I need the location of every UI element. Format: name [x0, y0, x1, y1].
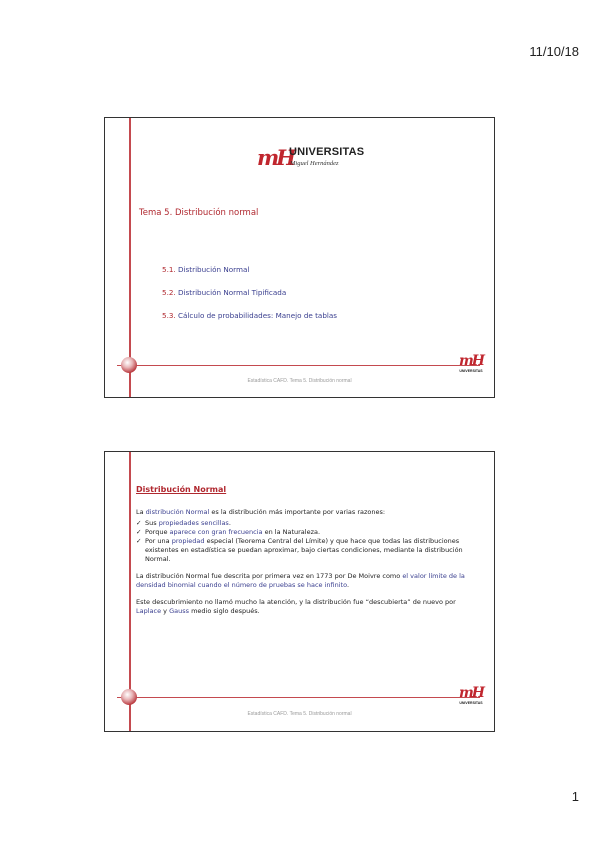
- page-date: 11/10/18: [529, 44, 579, 59]
- umh-mini-logo: mH UNIVERSITAS: [458, 685, 484, 705]
- paragraph: La distribución Normal es la distribución más importante por varias razones:: [136, 508, 386, 516]
- slide-border-vertical: [129, 118, 131, 397]
- list-item: ✓ Por una propiedad especial (Teorema Central del Límite) y que hace que todas las distribuciones existentes en estadística se puedan aproximar, bajo ciertas condiciones, mediante la distribución Normal.: [136, 537, 463, 563]
- slide-corner-ornament: [121, 689, 137, 705]
- page-number: 1: [571, 789, 579, 804]
- reason-list: [136, 519, 466, 564]
- paragraph: Este descubrimiento no llamó mucho la atención, y la distribución fue “descubierta” de nuevo por Laplace y Gauss medio siglo después.: [136, 598, 456, 615]
- topic-item: 5.2. Distribución Normal Tipificada: [162, 288, 287, 297]
- slide-2: [104, 451, 495, 732]
- slide-border-horizontal: [117, 365, 480, 366]
- check-icon: ✓: [136, 528, 142, 536]
- check-icon: ✓: [136, 537, 142, 545]
- logo-name: UNIVERSITAS: [289, 146, 365, 158]
- check-icon: ✓: [136, 519, 142, 527]
- umh-mini-logo: mH UNIVERSITAS: [458, 353, 484, 373]
- topic-item: 5.1. Distribución Normal: [162, 265, 250, 274]
- list-item: ✓ Sus propiedades sencillas.: [136, 519, 231, 527]
- topic-item: 5.3. Cálculo de probabilidades: Manejo de tablas: [162, 311, 338, 320]
- slide-title: Distribución Normal: [136, 485, 227, 494]
- paragraph: La distribución Normal fue descrita por primera vez en 1773 por De Moivre como el valor límite de la densidad binomial cuando el número de pruebas se hace infinito.: [136, 572, 465, 589]
- slide-footer: Estadística CAFD. Tema 5. Distribución normal: [247, 711, 352, 717]
- logo-subtitle: Miguel Hernández: [290, 160, 339, 167]
- list-item: ✓ Porque aparece con gran frecuencia en la Naturaleza.: [136, 528, 321, 536]
- umh-logo-mark: mH: [257, 145, 294, 170]
- slide-corner-ornament: [121, 357, 137, 373]
- slide-title: Tema 5. Distribución normal: [139, 208, 259, 218]
- topic-list: [162, 258, 337, 327]
- slide-body: [136, 508, 466, 624]
- slide-1: [104, 117, 495, 398]
- slide-footer: Estadística CAFD. Tema 5. Distribución normal: [247, 378, 352, 384]
- slide-border-horizontal: [117, 697, 480, 698]
